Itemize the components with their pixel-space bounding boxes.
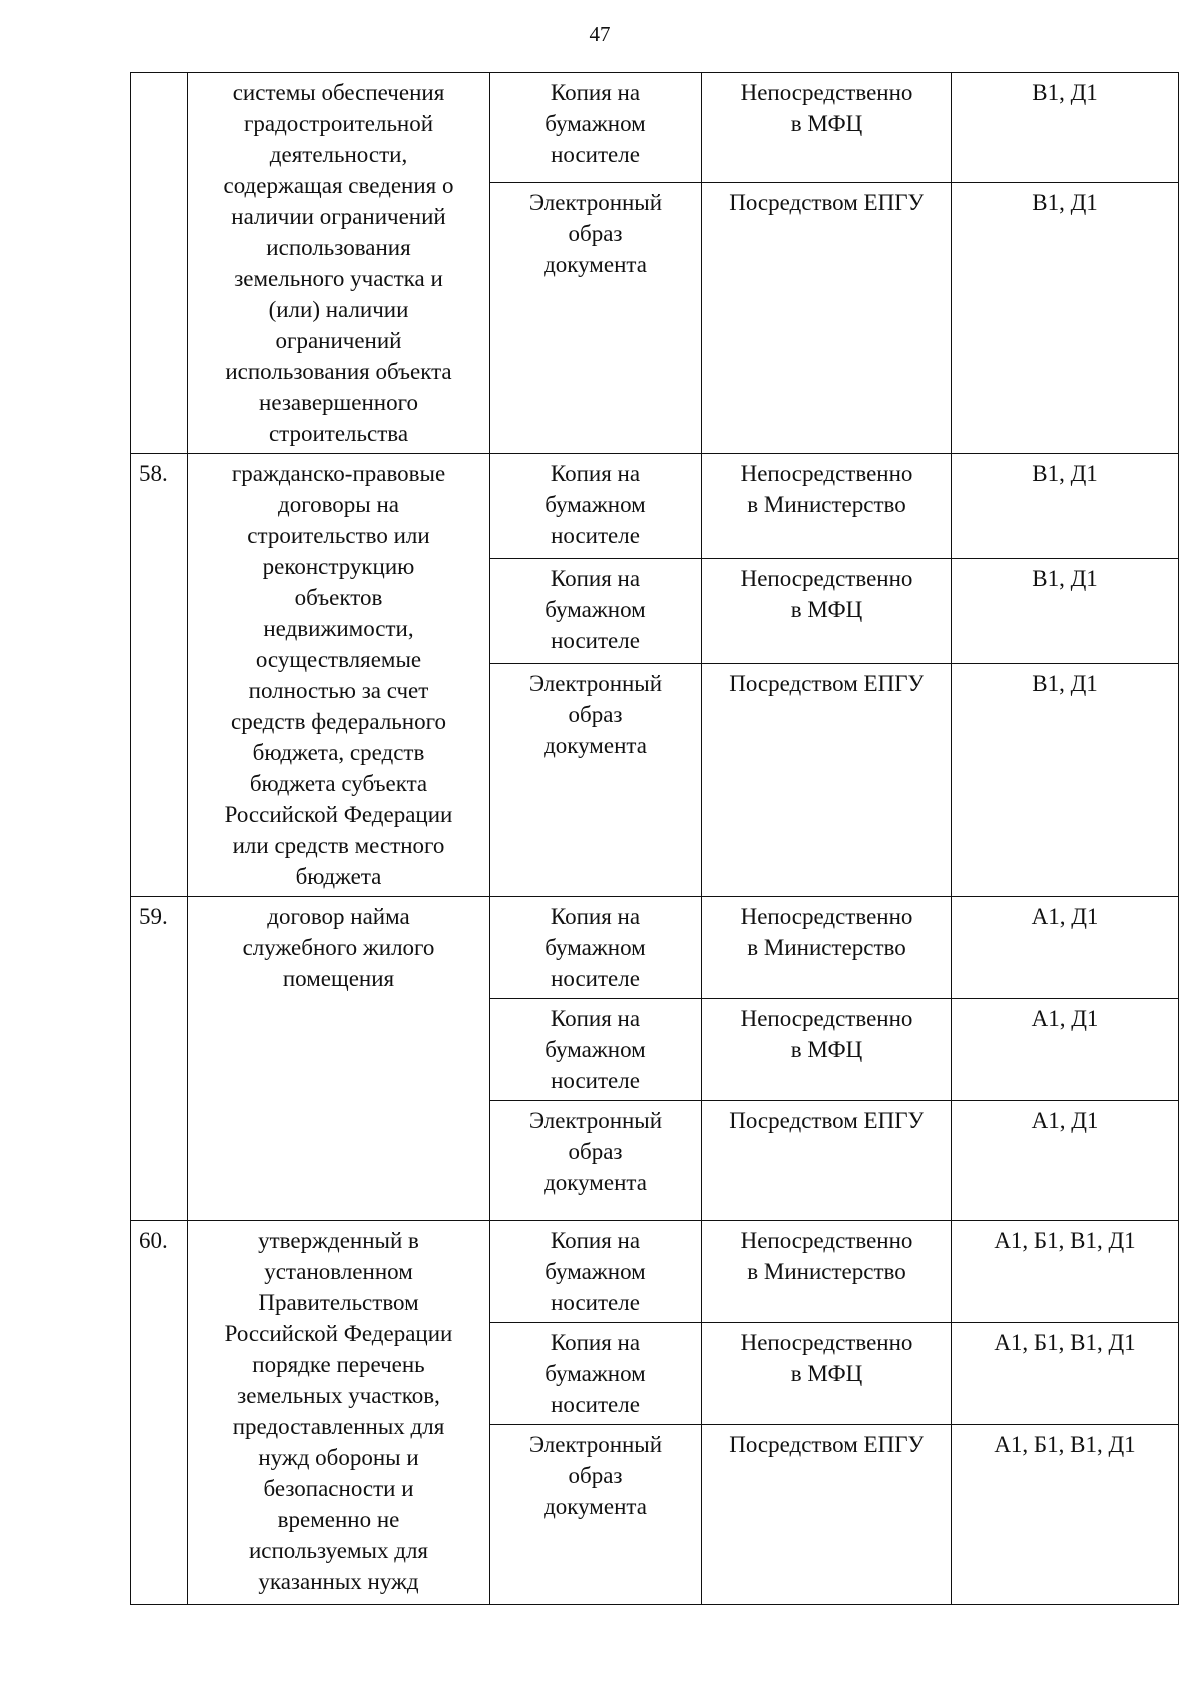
category-codes: А1, Д1 [952, 1101, 1179, 1221]
submission-form: Копия на бумажном носителе [490, 999, 702, 1101]
category-codes: В1, Д1 [952, 454, 1179, 559]
submission-form: Копия на бумажном носителе [490, 73, 702, 183]
submission-method: Непосредственно в МФЦ [702, 559, 952, 664]
category-codes: В1, Д1 [952, 182, 1179, 453]
submission-form: Копия на бумажном носителе [490, 559, 702, 664]
category-codes: А1, Д1 [952, 897, 1179, 999]
submission-form: Копия на бумажном носителе [490, 1323, 702, 1425]
document-name: гражданско-правовые договоры на строительство или реконструкцию объектов недвижимости, осуществляемые полностью за счет средств федерального бюджета, средств бюджета субъекта Российской Федерации или средств местного бюджета [188, 454, 490, 897]
submission-form: Копия на бумажном носителе [490, 454, 702, 559]
page-number: 47 [589, 22, 611, 46]
documents-table [130, 72, 1179, 1605]
submission-form: Электронный образ документа [490, 1101, 702, 1221]
category-codes: А1, Д1 [952, 999, 1179, 1101]
submission-method: Непосредственно в МФЦ [702, 73, 952, 183]
category-codes: В1, Д1 [952, 664, 1179, 897]
submission-form: Копия на бумажном носителе [490, 1221, 702, 1323]
submission-method: Непосредственно в Министерство [702, 1221, 952, 1323]
submission-form: Электронный образ документа [490, 664, 702, 897]
category-codes: А1, Б1, В1, Д1 [952, 1221, 1179, 1323]
category-codes: А1, Б1, В1, Д1 [952, 1425, 1179, 1605]
submission-method: Посредством ЕПГУ [702, 182, 952, 453]
row-number: 59. [131, 897, 188, 1221]
table-row [131, 73, 1179, 183]
category-codes: А1, Б1, В1, Д1 [952, 1323, 1179, 1425]
submission-form: Копия на бумажном носителе [490, 897, 702, 999]
submission-form: Электронный образ документа [490, 182, 702, 453]
category-codes: В1, Д1 [952, 73, 1179, 183]
document-name: утвержденный в установленном Правительством Российской Федерации порядке перечень земельных участков, предоставленных для нужд обороны и безопасности и временно не используемых для указанных нужд [188, 1221, 490, 1605]
table-row [131, 1221, 1179, 1323]
table-row [131, 454, 1179, 559]
submission-method: Посредством ЕПГУ [702, 664, 952, 897]
document-name: договор найма служебного жилого помещения [188, 897, 490, 1221]
submission-method: Посредством ЕПГУ [702, 1425, 952, 1605]
row-number: 58. [131, 454, 188, 897]
table-row [131, 897, 1179, 999]
submission-form: Электронный образ документа [490, 1425, 702, 1605]
submission-method: Непосредственно в МФЦ [702, 999, 952, 1101]
category-codes: В1, Д1 [952, 559, 1179, 664]
document-name: системы обеспечения градостроительной деятельности, содержащая сведения о наличии ограничений использования земельного участка и (или) наличии ограничений использования объекта незавершенного строительства [188, 73, 490, 454]
submission-method: Непосредственно в Министерство [702, 897, 952, 999]
row-number: 60. [131, 1221, 188, 1605]
submission-method: Посредством ЕПГУ [702, 1101, 952, 1221]
row-number [131, 73, 188, 454]
submission-method: Непосредственно в МФЦ [702, 1323, 952, 1425]
submission-method: Непосредственно в Министерство [702, 454, 952, 559]
